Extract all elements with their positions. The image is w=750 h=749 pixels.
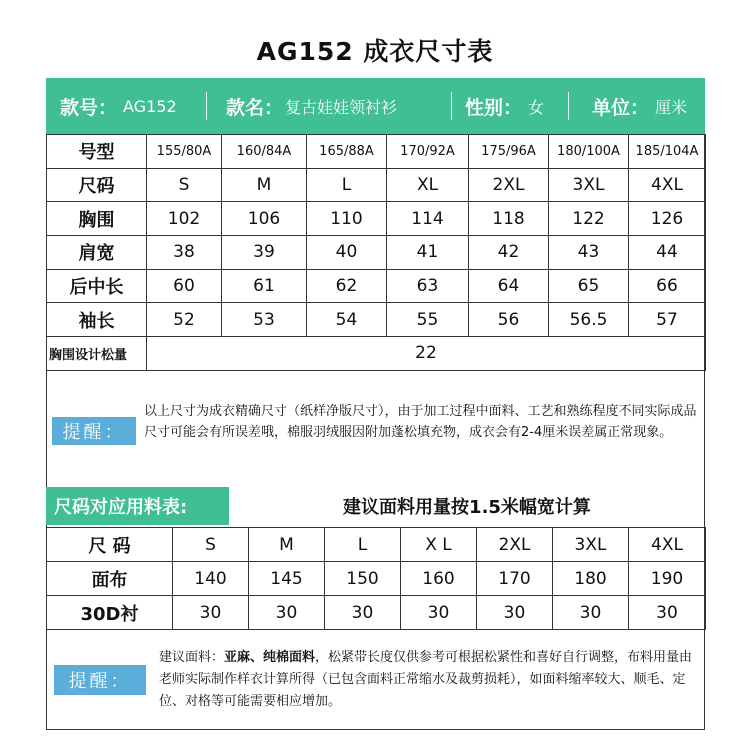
unit-cell <box>568 78 705 134</box>
table-cell: S <box>173 528 249 562</box>
table-cell: 140 <box>173 562 249 596</box>
unit-value: 厘米 <box>655 97 688 117</box>
fabric-table <box>46 527 706 630</box>
table-row <box>47 202 706 236</box>
ease-label: 胸围设计松量 <box>47 337 147 371</box>
unit-key: 单位： <box>592 96 650 119</box>
table-cell: 44 <box>629 236 706 270</box>
table-row <box>47 303 706 337</box>
table-cell: 150 <box>325 562 401 596</box>
table-cell: 4XL <box>629 168 706 202</box>
table-cell: 61 <box>222 269 307 303</box>
table-cell: 54 <box>307 303 387 337</box>
table-cell: 126 <box>629 202 706 236</box>
table-cell: 185/104A <box>629 135 706 169</box>
table-cell: S <box>147 168 222 202</box>
table-cell: 56.5 <box>549 303 629 337</box>
table-cell: 30 <box>553 596 629 630</box>
table-cell: 30 <box>477 596 553 630</box>
table-cell: 102 <box>147 202 222 236</box>
table-cell: M <box>249 528 325 562</box>
table-cell: 56 <box>469 303 549 337</box>
style-name-key: 款名： <box>226 96 284 119</box>
reminder-prefix: 建议面料： <box>159 650 225 665</box>
reminder-box-2 <box>46 629 705 730</box>
style-name-value: 复古娃娃领衬衫 <box>285 97 398 117</box>
table-row <box>47 135 706 169</box>
table-cell: 38 <box>147 236 222 270</box>
table-cell: 106 <box>222 202 307 236</box>
row-label: 袖长 <box>47 303 147 337</box>
gender-cell <box>451 78 568 134</box>
table-row <box>47 337 706 371</box>
row-label: 胸围 <box>47 202 147 236</box>
table-cell: 2XL <box>477 528 553 562</box>
table-row <box>47 596 706 630</box>
reminder-badge: 提醒： <box>54 665 146 695</box>
table-cell: 39 <box>222 236 307 270</box>
ease-value: 22 <box>147 337 706 371</box>
reminder-text <box>159 647 694 713</box>
style-number-cell <box>46 78 206 134</box>
reminder-body: ，松紧带长度仅供参考可根据松紧性和喜好自行调整，布料用量由老师实际制作样衣计算所得（已包含面料正常缩水及裁剪损耗），如面料缩率较大、顺毛、定位、对格等可能需要相应增加。 <box>159 650 693 709</box>
table-cell: 41 <box>387 236 469 270</box>
table-cell: 190 <box>629 562 706 596</box>
style-number-key: 款号： <box>60 96 118 119</box>
row-label: 后中长 <box>47 269 147 303</box>
table-cell: 118 <box>469 202 549 236</box>
table-cell: L <box>307 168 387 202</box>
table-cell: 175/96A <box>469 135 549 169</box>
table-cell: 2XL <box>469 168 549 202</box>
table-cell: 57 <box>629 303 706 337</box>
table-cell: 64 <box>469 269 549 303</box>
table-cell: 63 <box>387 269 469 303</box>
table-cell: 30 <box>629 596 706 630</box>
table-cell: 30 <box>401 596 477 630</box>
product-header <box>46 78 705 134</box>
gender-key: 性别： <box>465 96 523 119</box>
table-cell: L <box>325 528 401 562</box>
table-cell: 155/80A <box>147 135 222 169</box>
row-label: 面布 <box>47 562 173 596</box>
row-label: 尺 码 <box>47 528 173 562</box>
table-cell: 3XL <box>549 168 629 202</box>
fabric-section-title: 建议面料用量按1.5米幅宽计算 <box>343 497 591 518</box>
gender-value: 女 <box>528 97 545 117</box>
table-cell: 145 <box>249 562 325 596</box>
table-cell: 160 <box>401 562 477 596</box>
style-name-cell <box>206 78 451 134</box>
fabric-section-label: 尺码对应用料表: <box>46 487 229 525</box>
table-cell: 40 <box>307 236 387 270</box>
table-cell: 60 <box>147 269 222 303</box>
table-cell: 170 <box>477 562 553 596</box>
table-cell: 110 <box>307 202 387 236</box>
table-cell: 65 <box>549 269 629 303</box>
table-cell: 170/92A <box>387 135 469 169</box>
table-cell: 3XL <box>553 528 629 562</box>
table-cell: 30 <box>249 596 325 630</box>
table-cell: 30 <box>173 596 249 630</box>
table-cell: 114 <box>387 202 469 236</box>
table-cell: 66 <box>629 269 706 303</box>
table-row <box>47 236 706 270</box>
page-title: AG152 成衣尺寸表 <box>256 37 494 66</box>
table-cell: 160/84A <box>222 135 307 169</box>
table-cell: XL <box>387 168 469 202</box>
table-cell: 42 <box>469 236 549 270</box>
table-cell: M <box>222 168 307 202</box>
table-cell: 55 <box>387 303 469 337</box>
row-label: 肩宽 <box>47 236 147 270</box>
table-cell: 180/100A <box>549 135 629 169</box>
table-cell: 165/88A <box>307 135 387 169</box>
reminder-badge: 提醒： <box>52 417 136 445</box>
table-row <box>47 528 706 562</box>
table-cell: X L <box>401 528 477 562</box>
table-cell: 4XL <box>629 528 706 562</box>
row-label: 30D衬 <box>47 596 173 630</box>
table-row <box>47 168 706 202</box>
table-cell: 180 <box>553 562 629 596</box>
table-cell: 122 <box>549 202 629 236</box>
table-row <box>47 269 706 303</box>
row-label: 号型 <box>47 135 147 169</box>
style-number-value: AG152 <box>123 96 177 116</box>
reminder-emphasis: 亚麻、纯棉面料 <box>224 650 316 665</box>
table-cell: 53 <box>222 303 307 337</box>
reminder-box-1 <box>46 373 705 481</box>
table-cell: 52 <box>147 303 222 337</box>
row-label: 尺码 <box>47 168 147 202</box>
table-row <box>47 562 706 596</box>
reminder-text: 以上尺寸为成衣精确尺寸（纸样净版尺寸），由于加工过程中面料、工艺和熟练程度不同实际成品尺寸可能会有所误差哦，棉服羽绒服因附加蓬松填充物，成衣会有2-4厘米误差属正常现象。 <box>144 404 697 440</box>
table-cell: 30 <box>325 596 401 630</box>
size-table <box>46 134 706 371</box>
table-cell: 43 <box>549 236 629 270</box>
table-cell: 62 <box>307 269 387 303</box>
